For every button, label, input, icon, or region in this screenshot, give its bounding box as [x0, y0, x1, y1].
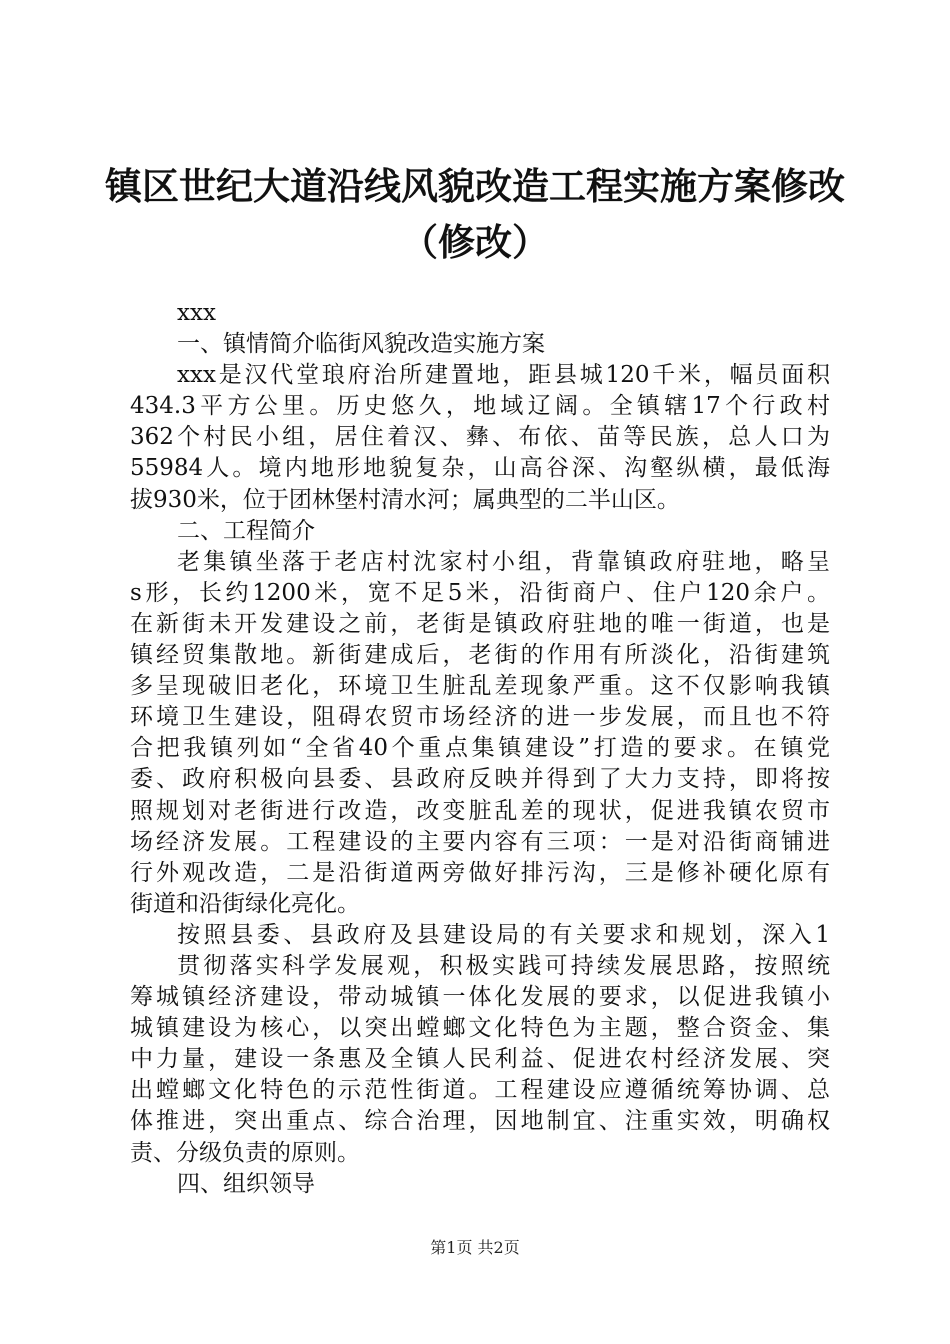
text-line: 行外观改造，二是沿街道两旁做好排污沟，三是修补硬化原有 — [130, 859, 830, 886]
text-line: 四、组织领导 — [177, 1170, 315, 1197]
text-line: 多呈现破旧老化，环境卫生脏乱差现象严重。这不仅影响我镇 — [130, 673, 830, 700]
text-line: 在新街未开发建设之前，老街是镇政府驻地的唯一街道，也是 — [130, 610, 830, 637]
page-footer: 第1页 共2页 — [430, 1238, 520, 1257]
text-line: xxx — [177, 300, 216, 326]
text-line: 55984人。境内地形地貌复杂，山高谷深、沟壑纵横，最低海 — [130, 455, 830, 482]
text-line: 按照县委、县政府及县建设局的有关要求和规划，深入1 — [177, 921, 830, 948]
text-line: 责、分级负责的原则。 — [130, 1139, 360, 1166]
text-line: 二、工程简介 — [177, 517, 315, 544]
text-line: 城镇建设为核心，以突出螳螂文化特色为主题，整合资金、集 — [130, 1015, 830, 1042]
text-line: s形，长约1200米，宽不足5米，沿街商户、住户120余户。 — [130, 579, 830, 606]
text-line: 环境卫生建设，阻碍农贸市场经济的进一步发展，而且也不符 — [130, 704, 830, 731]
text-line: 贯彻落实科学发展观，积极实践可持续发展思路，按照统 — [177, 952, 830, 979]
document-title: 镇区世纪大道沿线风貌改造工程实施方案修改 — [105, 164, 845, 208]
text-line: 拔930米，位于团林堡村清水河；属典型的二半山区。 — [130, 486, 680, 513]
document-title-suffix: （修改） — [401, 220, 549, 264]
text-line: 362个村民小组，居住着汉、彝、布依、苗等民族，总人口为 — [130, 424, 830, 451]
text-line: xxx是汉代堂琅府治所建置地，距县城120千米，幅员面积 — [177, 362, 830, 389]
text-line: 照规划对老街进行改造，改变脏乱差的现状，促进我镇农贸市 — [130, 797, 830, 824]
text-line: 出螳螂文化特色的示范性街道。工程建设应遵循统筹协调、总 — [130, 1077, 830, 1104]
text-line: 镇经贸集散地。新街建成后，老街的作用有所淡化，沿街建筑 — [130, 642, 830, 669]
text-line: 合把我镇列如“全省40个重点集镇建设”打造的要求。在镇党 — [130, 735, 830, 762]
text-line: 老集镇坐落于老店村沈家村小组，背靠镇政府驻地，略呈 — [177, 548, 830, 575]
text-line: 体推进，突出重点、综合治理，因地制宜、注重实效，明确权 — [130, 1108, 830, 1135]
text-line: 434.3平方公里。历史悠久，地域辽阔。全镇辖17个行政村 — [130, 393, 830, 420]
text-line: 委、政府积极向县委、县政府反映并得到了大力支持，即将按 — [130, 766, 830, 793]
text-line: 筹城镇经济建设，带动城镇一体化发展的要求，以促进我镇小 — [130, 984, 830, 1011]
text-line: 街道和沿街绿化亮化。 — [130, 890, 360, 917]
text-line: 场经济发展。工程建设的主要内容有三项：一是对沿街商铺进 — [130, 828, 830, 855]
text-line: 一、镇情简介临街风貌改造实施方案 — [177, 331, 545, 358]
document-body — [130, 298, 830, 1200]
text-line: 中力量，建设一条惠及全镇人民利益、促进农村经济发展、突 — [130, 1046, 830, 1073]
